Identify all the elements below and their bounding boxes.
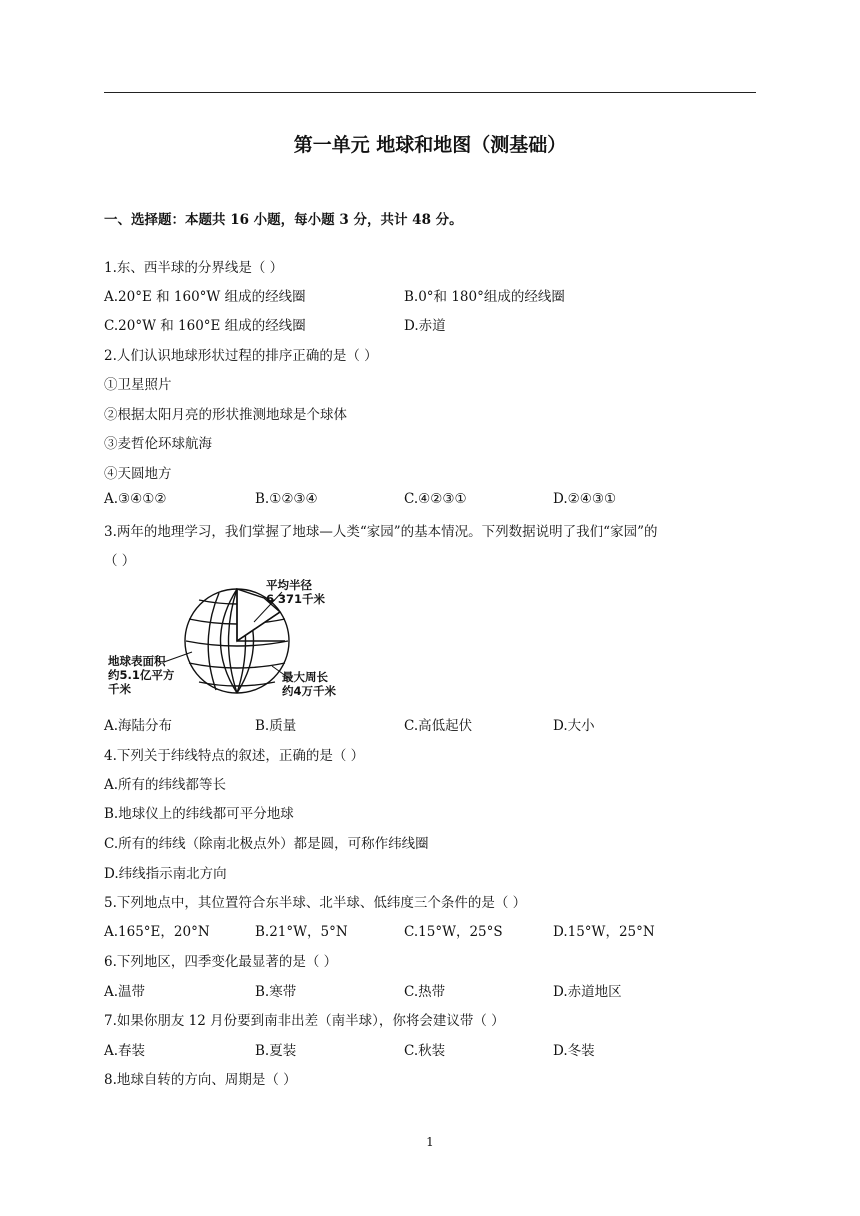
q7-stem: 7.如果你朋友 12 月份要到南非出差（南半球），你将会建议带（ ） [104, 1013, 505, 1029]
q1-option-c[interactable]: C.20°W 和 160°E 组成的经线圈 [104, 318, 306, 334]
q5-option-d[interactable]: D.15°W，25°N [553, 924, 655, 940]
q7-option-c[interactable]: C.秋装 [404, 1043, 446, 1059]
q1-option-d[interactable]: D.赤道 [404, 318, 446, 334]
q4-stem: 4.下列关于纬线特点的叙述，正确的是（ ） [104, 748, 365, 764]
q2-statement-2: ②根据太阳月亮的形状推测地球是个球体 [104, 407, 347, 423]
q1-stem: 1.东、西半球的分界线是（ ） [104, 260, 284, 276]
q4-option-c[interactable]: C.所有的纬线（除南北极点外）都是圆，可称作纬线圈 [104, 836, 429, 852]
q3-option-c[interactable]: C.高低起伏 [404, 718, 473, 734]
q4-option-d[interactable]: D.纬线指示南北方向 [104, 866, 227, 882]
q3-option-d[interactable]: D.大小 [553, 718, 595, 734]
q6-stem: 6.下列地区，四季变化最显著的是（ ） [104, 954, 338, 970]
q5-option-a[interactable]: A.165°E，20°N [104, 924, 210, 940]
q2-option-a[interactable]: A.③④①② [104, 491, 167, 507]
q1-option-a[interactable]: A.20°E 和 160°W 组成的经线圈 [104, 289, 306, 305]
q7-option-a[interactable]: A.春装 [104, 1043, 146, 1059]
q3-stem-continued: （ ） [104, 553, 136, 569]
q6-option-d[interactable]: D.赤道地区 [553, 984, 622, 1000]
q5-option-b[interactable]: B.21°W，5°N [255, 924, 348, 940]
circumference-label: 最大周长 约4万千米 [282, 670, 337, 698]
q2-stem: 2.人们认识地球形状过程的排序正确的是（ ） [104, 348, 378, 364]
q6-option-c[interactable]: C.热带 [404, 984, 446, 1000]
q6-option-b[interactable]: B.寒带 [255, 984, 297, 1000]
surface-area-label: 地球表面积 约5.1亿平方 千米 [108, 654, 175, 696]
q3-stem: 3.两年的地理学习，我们掌握了地球—人类“家园”的基本情况。下列数据说明了我们“家园”的 [104, 524, 658, 540]
section-heading: 一、选择题：本题共 16 小题，每小题 3 分，共计 48 分。 [104, 212, 463, 228]
q3-option-a[interactable]: A.海陆分布 [104, 718, 173, 734]
page-title: 第一单元 地球和地图（测基础） [293, 134, 567, 156]
q5-stem: 5.下列地点中，其位置符合东半球、北半球、低纬度三个条件的是（ ） [104, 895, 527, 911]
q2-option-c[interactable]: C.④②③① [404, 491, 467, 507]
q2-statement-1: ①卫星照片 [104, 377, 172, 393]
q2-option-b[interactable]: B.①②③④ [255, 491, 318, 507]
radius-label: 平均半径 6 371千米 [266, 578, 326, 606]
q8-stem: 8.地球自转的方向、周期是（ ） [104, 1072, 297, 1088]
q6-option-a[interactable]: A.温带 [104, 984, 146, 1000]
q2-option-d[interactable]: D.②④③① [553, 491, 617, 507]
q5-option-c[interactable]: C.15°W，25°S [404, 924, 503, 940]
q7-option-b[interactable]: B.夏装 [255, 1043, 297, 1059]
earth-size-figure [104, 574, 364, 708]
q4-option-a[interactable]: A.所有的纬线都等长 [104, 777, 227, 793]
q3-option-b[interactable]: B.质量 [255, 718, 297, 734]
page-number: 1 [426, 1135, 434, 1149]
q4-option-b[interactable]: B.地球仪上的纬线都可平分地球 [104, 806, 294, 822]
header-rule [104, 92, 756, 93]
q2-statement-3: ③麦哲伦环球航海 [104, 436, 212, 452]
q1-option-b[interactable]: B.0°和 180°组成的经线圈 [404, 289, 565, 305]
q7-option-d[interactable]: D.冬装 [553, 1043, 595, 1059]
q2-statement-4: ④天圆地方 [104, 466, 172, 482]
